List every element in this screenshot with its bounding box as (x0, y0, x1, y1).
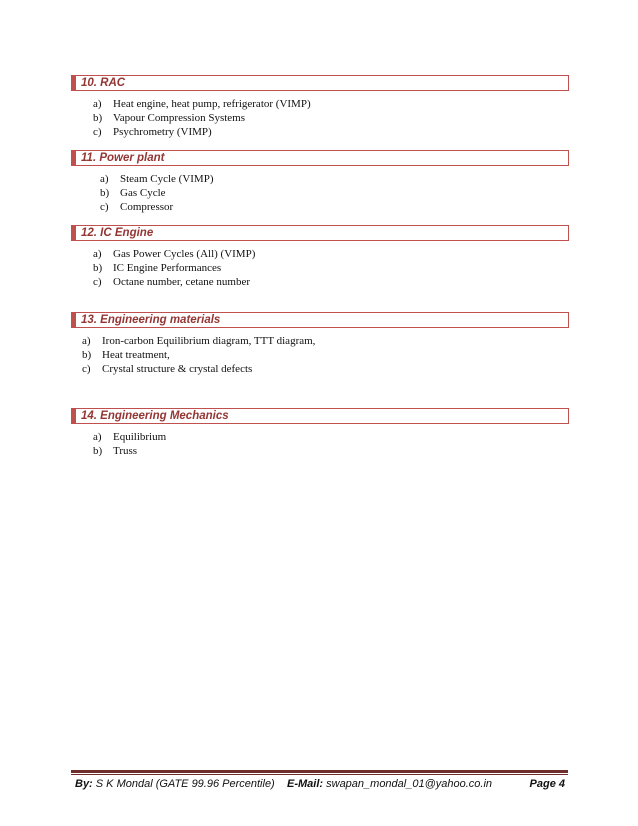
section-title: 13. Engineering materials (81, 314, 221, 326)
footer-rule (71, 770, 568, 773)
list-item-text: Iron-carbon Equilibrium diagram, TTT diagram, (102, 335, 316, 347)
section-header-ic-engine (71, 225, 569, 241)
footer-email-text: swapan_mondal_01@yahoo.co.in (323, 778, 493, 790)
list-item-text: Gas Power Cycles (All) (VIMP) (113, 248, 256, 260)
section-title: 14. Engineering Mechanics (81, 410, 229, 422)
page-footer (75, 778, 565, 794)
list-marker: b) (82, 349, 92, 361)
list-item-text: IC Engine Performances (113, 262, 222, 274)
list-item-text: Octane number, cetane number (113, 276, 250, 288)
footer-rule-thin (71, 774, 568, 775)
section-header-engineering-mechanics (71, 408, 569, 424)
list-marker: c) (100, 201, 109, 213)
list-marker: a) (82, 335, 91, 347)
list-marker: a) (93, 98, 102, 110)
footer-author-text: S K Mondal (GATE 99.96 Percentile) (92, 778, 275, 790)
list-item-text: Steam Cycle (VIMP) (120, 173, 214, 185)
list-item-text: Psychrometry (VIMP) (113, 126, 212, 138)
list-marker: c) (93, 126, 102, 138)
footer-email-label: E-Mail: (287, 778, 324, 790)
list-item-text: Equilibrium (113, 431, 167, 443)
list-marker: b) (93, 262, 103, 274)
list-item-text: Compressor (120, 201, 174, 213)
section-title: 10. RAC (81, 77, 126, 89)
footer-author (75, 778, 275, 790)
footer-email (287, 778, 492, 790)
list-item-text: Truss (113, 445, 138, 457)
list-marker: a) (93, 248, 102, 260)
list-marker: b) (100, 187, 110, 199)
list-item-text: Heat engine, heat pump, refrigerator (VIMP) (113, 98, 311, 110)
list-marker: a) (100, 173, 109, 185)
list-marker: b) (93, 112, 103, 124)
list-marker: c) (93, 276, 102, 288)
section-header-engineering-materials (71, 312, 569, 328)
section-title: 11. Power plant (81, 152, 165, 164)
list-marker: c) (82, 363, 91, 375)
section-title: 12. IC Engine (81, 227, 154, 239)
section-header-rac (71, 75, 569, 91)
list-item-text: Vapour Compression Systems (113, 112, 245, 124)
list-marker: b) (93, 445, 103, 457)
footer-by-label: By: (75, 778, 93, 790)
list-marker: a) (93, 431, 102, 443)
section-header-power-plant (71, 150, 569, 166)
page-number: Page 4 (529, 778, 565, 790)
list-item-text: Crystal structure & crystal defects (102, 363, 253, 375)
list-item-text: Gas Cycle (120, 187, 166, 199)
list-item-text: Heat treatment, (102, 349, 170, 361)
